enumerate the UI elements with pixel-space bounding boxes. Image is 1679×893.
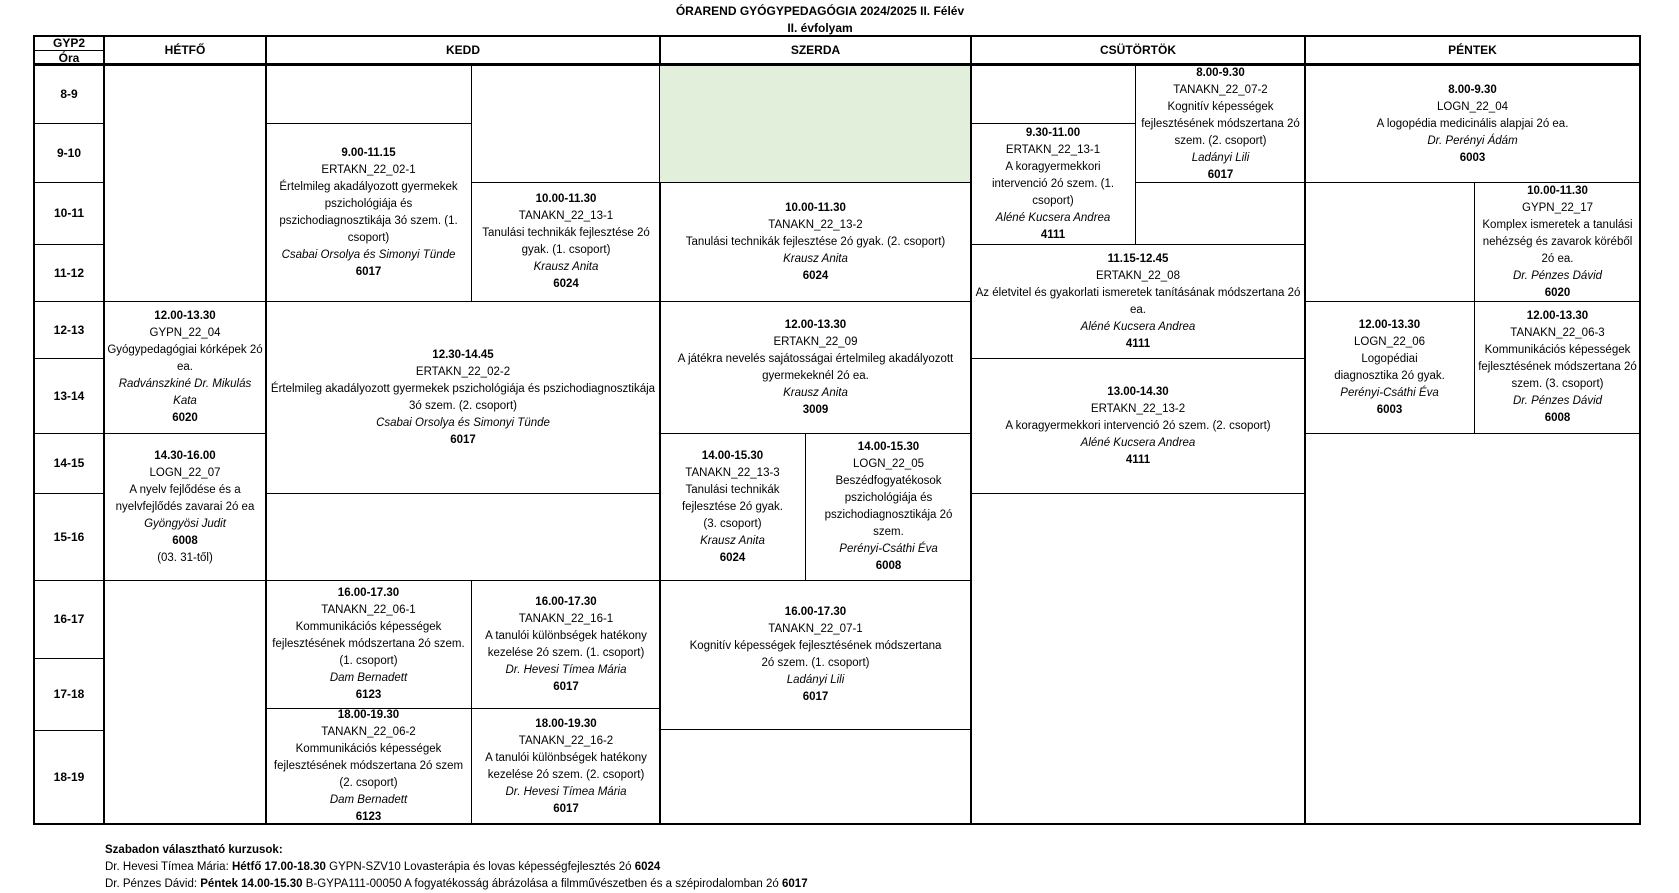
class-code: LOGN_22_05: [853, 458, 924, 470]
class-title: Komplex ismeretek a tanulási nehézség és zavarok köréből 2ó ea.: [1482, 218, 1633, 265]
hour-label-cell: 12-13: [33, 301, 105, 359]
empty-slot: [970, 65, 1136, 124]
elective-course: B-GYPA111-00050 A fogyatékosság ábrázolása a filmművészetben és a szépirodalomban 2ó: [305, 878, 779, 890]
hour-label-cell: 18-19: [33, 730, 105, 825]
day-header-thursday: CSÜTÖRTÖK: [970, 35, 1306, 65]
class-code: TANAKN_22_06-2: [321, 726, 416, 738]
corner-header: [33, 35, 105, 65]
class-block: [659, 433, 806, 581]
class-block: [471, 708, 661, 825]
class-time: 10.00-11.30: [535, 193, 597, 205]
hour-label-cell: 9-10: [33, 123, 105, 183]
class-room: 6017: [802, 691, 829, 703]
hour-label: Óra: [58, 51, 80, 65]
class-code: ERTAKN_22_09: [773, 335, 858, 348]
class-time: 12.00-13.30: [784, 318, 847, 331]
elective-room: 6024: [634, 861, 661, 873]
class-code: GYPN_22_17: [1522, 201, 1593, 214]
hour-label-cell: 16-17: [33, 580, 105, 659]
class-room: 6003: [1459, 151, 1486, 164]
class-note: (03. 31-től): [157, 551, 213, 564]
class-block: [805, 433, 972, 581]
class-time: 9.00-11.15: [341, 146, 396, 159]
hour-label-cell: 8-9: [33, 65, 105, 124]
class-title: A koragyermekkori intervenció 2ó szem. (2. csoport): [1005, 419, 1271, 432]
class-title: Gyógypedagógiai kórképek 2ó ea.: [107, 344, 263, 373]
class-block: [265, 123, 472, 302]
class-time: 12.00-13.30: [154, 310, 216, 322]
empty-slot: [659, 729, 972, 825]
class-room: 3009: [802, 403, 829, 416]
class-teacher: Dam Bernadett: [329, 794, 408, 806]
page-subtitle: II. évfolyam: [787, 21, 853, 35]
class-teacher: Krausz Anita: [783, 386, 848, 399]
class-code: TANAKN_22_16-1: [518, 612, 614, 625]
class-block: [970, 123, 1136, 245]
class-teacher: Dr. Hevesi Tímea Mária: [505, 785, 627, 798]
day-header-tuesday: KEDD: [265, 35, 661, 65]
class-title: Az életvitel és gyakorlati ismeretek tanításának módszertana 2ó ea.: [975, 286, 1301, 316]
class-title: Tanulási technikák fejlesztése 2ó gyak. (1. csoport): [482, 227, 650, 256]
class-teacher: Ladányi Lili: [786, 674, 845, 686]
empty-slot: [265, 65, 472, 124]
class-time: 18.00-19.30: [337, 709, 400, 721]
class-block: [659, 301, 972, 434]
elective-room: 6017: [782, 878, 808, 890]
hour-label-cell: 14-15: [33, 433, 105, 494]
class-title: Kognitív képességek fejlesztésének módszertana 2ó szem. (2. csoport): [1141, 100, 1300, 147]
class-time: 14.30-16.00: [154, 449, 216, 462]
class-teacher: Perényi-Csáthi Éva: [1340, 386, 1439, 399]
class-code: TANAKN_22_06-3: [1510, 327, 1605, 339]
empty-slot: [265, 493, 661, 581]
empty-slot: [103, 65, 267, 302]
class-teacher: Aléné Kucsera Andrea: [1080, 436, 1196, 449]
class-teacher: Radvánszkiné Dr. Mikulás Kata: [118, 378, 252, 407]
class-title: (3. csoport): [703, 517, 762, 530]
class-time: 10.00-11.30: [785, 201, 846, 214]
elective-teacher: Dr. Pénzes Dávid:: [105, 878, 198, 890]
class-teacher: Krausz Anita: [533, 261, 599, 273]
class-time: 16.00-17.30: [535, 595, 597, 608]
class-teacher: Dr. Pénzes Dávid: [1512, 269, 1603, 282]
class-title: Logopédiai diagnosztika 2ó gyak.: [1334, 352, 1445, 382]
elective-time: Hétfő 17.00-18.30: [231, 861, 326, 873]
class-title: Tanulási technikák fejlesztése 2ó gyak. (2. csoport): [685, 235, 946, 248]
class-teacher: Csabai Orsolya és Simonyi Tünde: [281, 248, 456, 261]
class-teacher: Csabai Orsolya és Simonyi Tünde: [376, 416, 550, 429]
class-time: 12.00-13.30: [1526, 310, 1589, 322]
empty-slot: [1304, 182, 1475, 302]
class-code: TANAKN_22_13-2: [768, 218, 863, 231]
class-title: A játékra nevelés sajátosságai értelmileg akadályozott gyermekeknél 2ó ea.: [677, 352, 954, 382]
class-block: [265, 580, 472, 709]
class-code: ERTAKN_22_13-1: [1005, 143, 1101, 156]
class-code: LOGN_22_07: [149, 466, 221, 479]
class-code: TANAKN_22_13-1: [518, 210, 614, 222]
class-block: [103, 433, 267, 581]
class-title: Értelmileg akadályozott gyermekek pszichológiája és pszichodiagnosztikája 3ó szem. (2. csoport): [270, 382, 656, 412]
elective-teacher: Dr. Hevesi Tímea Mária:: [105, 861, 229, 873]
hour-label-cell: 15-16: [33, 493, 105, 581]
class-title: Kognitív képességek fejlesztésének módszertana 2ó szem. (1. csoport): [689, 640, 942, 669]
class-room: 6024: [802, 269, 829, 282]
class-block: [659, 182, 972, 302]
hour-label-cell: 11-12: [33, 244, 105, 302]
empty-slot: [1135, 182, 1306, 245]
class-block: [1135, 65, 1306, 183]
class-code: TANAKN_22_06-1: [321, 604, 416, 616]
class-teacher: Dr. Pénzes Dávid: [1512, 395, 1603, 407]
class-teacher: Dr. Perényi Ádám: [1427, 134, 1518, 147]
class-code: TANAKN_22_07-2: [1173, 83, 1268, 96]
class-time: 16.00-17.30: [337, 587, 400, 599]
day-header-friday: PÉNTEK: [1304, 35, 1641, 65]
class-teacher: Ladányi Lili: [1191, 151, 1250, 164]
elective-item: [105, 859, 808, 876]
class-time: 12.30-14.45: [432, 348, 494, 361]
class-title: Beszédfogyatékosok pszichológiája és pszichodiagnosztikája 2ó szem.: [824, 475, 953, 538]
class-time: 14.00-15.30: [857, 441, 920, 453]
class-block: [103, 301, 267, 434]
class-block: [1304, 65, 1641, 183]
class-code: GYPN_22_04: [149, 327, 221, 339]
highlighted-empty-slot: [659, 65, 972, 183]
timetable: [33, 35, 1641, 825]
class-time: 12.00-13.30: [1358, 318, 1421, 331]
class-title: A tanulói különbségek hatékony kezelése 2ó szem. (2. csoport): [485, 751, 647, 781]
class-block: [265, 708, 472, 825]
class-room: 6017: [553, 680, 579, 693]
electives-heading: Szabadon választható kurzusok:: [105, 844, 283, 856]
class-title: A nyelv fejlődése és a nyelvfejlődés zavarai 2ó ea: [115, 483, 255, 513]
class-code: LOGN_22_04: [1437, 100, 1508, 113]
empty-slot: [103, 580, 267, 825]
class-teacher: Dr. Hevesi Tímea Mária: [505, 663, 627, 676]
class-code: ERTAKN_22_08: [1096, 269, 1180, 282]
empty-slot: [970, 493, 1306, 825]
hour-label-cell: 13-14: [33, 358, 105, 434]
class-code: TANAKN_22_16-2: [518, 734, 614, 747]
class-room: 6024: [719, 551, 746, 564]
class-code: ERTAKN_22_02-1: [321, 163, 416, 176]
class-code: LOGN_22_06: [1354, 335, 1425, 348]
class-time: 14.00-15.30: [701, 449, 764, 462]
class-code: TANAKN_22_07-1: [768, 623, 863, 635]
elective-item: [105, 876, 808, 893]
hour-label-cell: 17-18: [33, 658, 105, 731]
class-room: 6017: [355, 265, 382, 278]
class-code: ERTAKN_22_02-2: [415, 365, 511, 378]
empty-slot: [1304, 433, 1641, 825]
class-teacher: Gyöngyösi Judit: [144, 517, 226, 530]
class-room: 6020: [1544, 286, 1571, 299]
electives-section: [105, 842, 808, 893]
class-title: Kommunikációs képességek fejlesztésének módszertana 2ó szem (2. csoport): [273, 743, 464, 789]
class-title: A logopédia medicinális alapjai 2ó ea.: [1376, 117, 1569, 130]
class-room: 4111: [1125, 453, 1151, 466]
class-time: 9.30-11.00: [1025, 126, 1081, 139]
elective-course: GYPN-SZV10 Lovasterápia és lovas képességfejlesztés 2ó: [329, 861, 632, 873]
group-label: GYP2: [35, 37, 103, 51]
class-block: [970, 244, 1306, 359]
class-room: 6008: [875, 560, 902, 572]
class-room: 6017: [450, 433, 476, 446]
class-code: TANAKN_22_13-3 Tanulási technikák fejlesztése 2ó gyak.: [681, 466, 783, 513]
class-teacher: Dam Bernadett: [329, 672, 408, 684]
class-block: [1304, 301, 1475, 434]
class-room: 4111: [1125, 337, 1151, 350]
class-title: A koragyermekkori intervenció 2ó szem. (1. csoport): [991, 160, 1115, 207]
class-room: 6020: [172, 412, 198, 424]
class-room: 6008: [1544, 412, 1571, 424]
class-room: 6123: [355, 811, 382, 823]
class-title: Kommunikációs képességek fejlesztésének módszertana 2ó szem. (1. csoport): [272, 621, 465, 667]
class-block: [1474, 301, 1641, 434]
class-room: 6024: [553, 278, 579, 290]
day-header-wednesday: SZERDA: [659, 35, 972, 65]
class-room: 6017: [553, 802, 579, 815]
class-room: 6008: [172, 534, 198, 547]
hour-label-cell: 10-11: [33, 182, 105, 245]
class-block: [471, 580, 661, 709]
day-header-monday: HÉTFŐ: [103, 35, 267, 65]
class-code: ERTAKN_22_13-2: [1090, 402, 1186, 415]
class-room: 4111: [1040, 228, 1066, 241]
class-title: Kommunikációs képességek fejlesztésének módszertana 2ó szem. (3. csoport): [1478, 344, 1637, 390]
class-block: [970, 358, 1306, 494]
class-teacher: Krausz Anita: [783, 252, 848, 265]
class-block: [659, 580, 972, 730]
class-teacher: Perényi-Csáthi Éva: [839, 543, 938, 555]
class-time: 16.00-17.30: [784, 606, 847, 618]
class-time: 8.00-9.30: [1196, 66, 1245, 79]
class-time: 18.00-19.30: [535, 717, 597, 730]
class-block: [1474, 182, 1641, 302]
class-room: 6003: [1376, 403, 1403, 416]
class-title: Értelmileg akadályozott gyermekek pszichológiája és pszichodiagnosztikája 3ó szem. (1. csoport): [279, 180, 458, 244]
class-teacher: Aléné Kucsera Andrea: [995, 211, 1111, 224]
class-time: 10.00-11.30: [1527, 184, 1588, 197]
page-title: ÓRAREND GYÓGYPEDAGÓGIA 2024/2025 II. Félév: [675, 4, 965, 18]
class-block: [471, 182, 661, 302]
class-time: 8.00-9.30: [1448, 83, 1497, 96]
class-teacher: Aléné Kucsera Andrea: [1080, 320, 1196, 333]
empty-slot: [471, 65, 661, 183]
class-room: 6123: [355, 689, 382, 701]
class-title: A tanulói különbségek hatékony kezelése 2ó szem. (1. csoport): [485, 629, 647, 659]
class-time: 13.00-14.30: [1107, 385, 1169, 398]
class-teacher: Krausz Anita: [700, 534, 765, 547]
class-room: 6017: [1207, 168, 1234, 181]
class-block: [265, 301, 661, 494]
class-time: 11.15-12.45: [1107, 252, 1169, 265]
elective-time: Péntek 14.00-15.30: [200, 878, 303, 890]
